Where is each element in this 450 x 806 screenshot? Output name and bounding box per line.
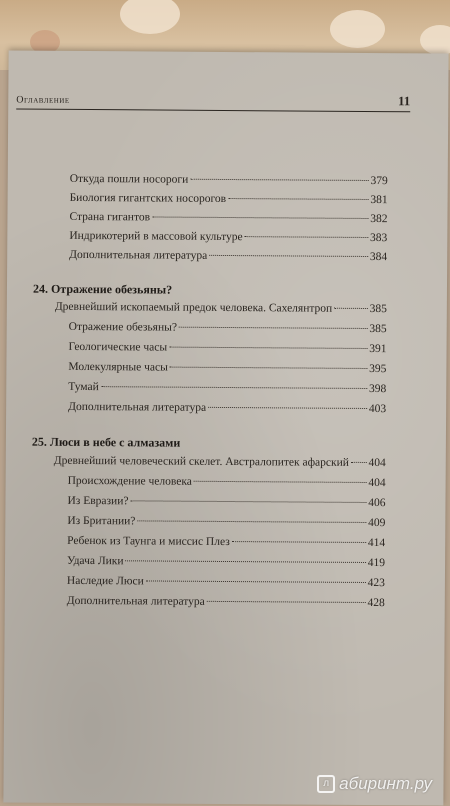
toc-entry <box>68 475 386 493</box>
labyrinth-logo-icon: л <box>317 775 335 793</box>
chapter-title: 25. Люси в небе с алмазами <box>31 434 181 450</box>
toc-entry-title: Древнейший человеческий скелет. Австралопитек афарский <box>53 454 349 469</box>
toc-entry-page: 381 <box>370 194 388 207</box>
toc-entry-title: Наследие Люси <box>66 574 144 588</box>
toc-entry <box>67 535 385 553</box>
toc-entry-page: 384 <box>369 251 388 264</box>
toc-entry <box>67 555 385 573</box>
toc-entry-page: 428 <box>367 596 385 610</box>
toc-entry-title: Откуда пошли носороги <box>69 172 189 186</box>
toc-entry <box>69 321 387 339</box>
toc-entry-title: Дополнительная литература <box>69 248 208 262</box>
toc-entry-title: Из Евразии? <box>67 494 129 508</box>
toc-entry-title: Дополнительная литература <box>68 400 207 414</box>
toc-entry-page: 385 <box>369 322 387 336</box>
toc-entry <box>67 575 385 593</box>
toc-entry-title: Молекулярные часы <box>68 360 168 374</box>
site-watermark <box>317 774 432 794</box>
toc-entry <box>68 401 386 419</box>
toc-entry-title: Ребенок из Таунга и миссис Плез <box>67 534 230 549</box>
toc-entry-title: Дополнительная литература <box>66 594 205 608</box>
toc-entry-page: 419 <box>367 556 386 570</box>
toc-entry-title: Происхождение человека <box>67 474 192 488</box>
toc-entry <box>69 230 387 248</box>
toc-entry-title: Из Британии? <box>67 514 136 528</box>
toc-entry-title: Геологические часы <box>68 340 168 354</box>
flower-pattern <box>330 10 385 48</box>
toc-entry-title: Удача Лики <box>67 554 124 568</box>
chapter-title: 24. Отражение обезьяны? <box>32 281 173 297</box>
toc-entry <box>67 515 385 533</box>
toc-entry <box>68 381 386 399</box>
flower-pattern <box>120 0 180 34</box>
toc-entry-title: Биология гигантских носорогов <box>69 191 227 205</box>
toc-entry-page: 414 <box>367 536 386 550</box>
toc-entry-page: 403 <box>368 402 387 416</box>
toc-entry-page: 379 <box>370 175 388 188</box>
toc-entry-page: 404 <box>368 476 386 490</box>
watermark-text: абиринт.ру <box>339 774 432 793</box>
toc-entry-page: 391 <box>369 342 387 356</box>
toc-entry <box>68 341 386 359</box>
toc-entry-page: 404 <box>368 456 386 470</box>
toc-entry <box>68 361 386 379</box>
toc-entry-page: 395 <box>369 362 387 376</box>
toc-entry-title: Древнейший ископаемый предок человека. Сахелянтроп <box>54 300 333 315</box>
flower-pattern <box>420 25 450 55</box>
toc-entry-page: 409 <box>368 516 386 530</box>
toc-entry-title: Отражение обезьяны? <box>68 320 178 334</box>
running-header <box>16 89 410 113</box>
toc-entry-page: 398 <box>368 382 387 396</box>
header-page-number: 11 <box>397 93 411 109</box>
toc-entry-page: 383 <box>370 232 388 245</box>
toc-entry <box>69 249 387 267</box>
toc-entry-page: 406 <box>368 496 386 510</box>
toc-subtitle-entry <box>55 301 387 319</box>
toc-entry <box>70 192 388 210</box>
toc-entry <box>67 495 385 513</box>
toc-subtitle-entry <box>54 455 386 473</box>
toc-entry-title: Тумай <box>68 380 99 394</box>
toc-entry-title: Индрикотерий в массовой культуре <box>69 229 243 244</box>
toc-entry <box>70 173 388 191</box>
toc-entry-page: 423 <box>367 576 385 590</box>
toc-entry-title: Страна гигантов <box>69 210 151 224</box>
toc-entry <box>67 595 385 613</box>
book-page <box>3 50 448 805</box>
header-section-title: Оглавление <box>16 94 70 106</box>
toc-entry-page: 385 <box>369 302 387 316</box>
toc-entry <box>69 211 387 229</box>
toc-entry-page: 382 <box>370 213 388 226</box>
